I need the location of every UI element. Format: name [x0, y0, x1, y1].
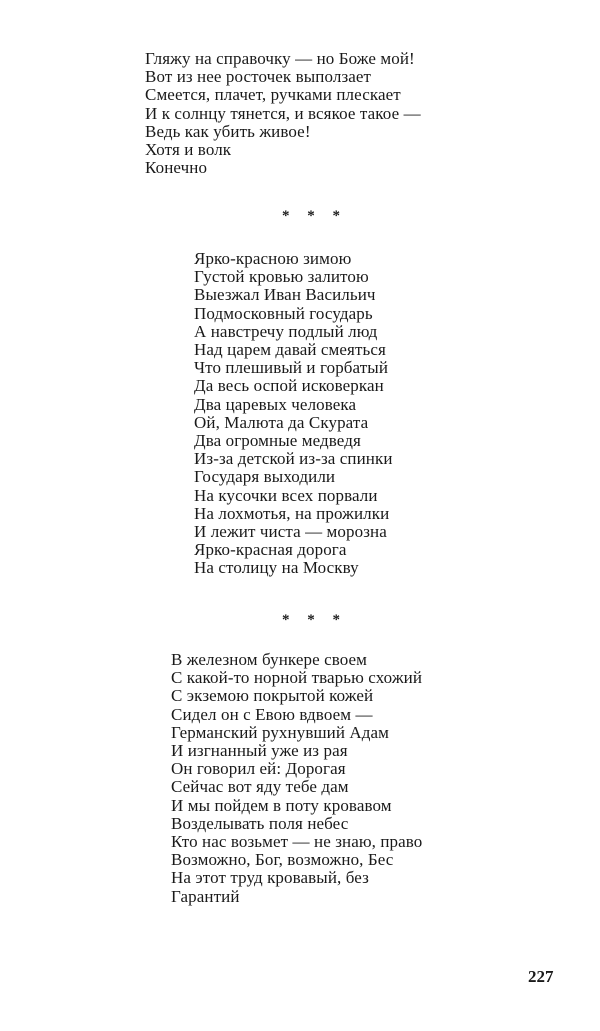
page-number: 227: [528, 967, 554, 986]
poem-line: На лохмотья, на прожилки: [194, 503, 390, 523]
poem-line: Хотя и волк: [145, 140, 232, 160]
poem-line: Гарантий: [171, 886, 240, 906]
poem-line: И изгнанный уже из рая: [171, 741, 348, 761]
poem-line: С экземою покрытой кожей: [171, 686, 374, 706]
poem-line: Ярко-красная дорога: [194, 540, 347, 560]
section-separator: * * *: [282, 208, 347, 224]
poem-line: Гляжу на справочку — но Боже мой!: [145, 49, 415, 68]
poem-line: Возможно, Бог, возможно, Бес: [171, 850, 394, 870]
poem-line: И лежит чиста — морозна: [194, 522, 387, 542]
poem-line: На этот труд кровавый, без: [171, 868, 369, 888]
poem-line: Два огромные медведя: [194, 431, 361, 451]
poem-line: Ведь как убить живое!: [145, 121, 311, 141]
poem-line: Выезжал Иван Васильич: [194, 285, 376, 305]
poem-line: Что плешивый и горбатый: [194, 358, 389, 378]
poem-line: Два царевых человека: [194, 394, 357, 414]
poem-line: Над царем давай смеяться: [194, 340, 386, 360]
poem-line: Подмосковный государь: [194, 303, 373, 323]
poem-line: Он говорил ей: Дорогая: [171, 759, 346, 779]
poem-line: Германский рухнувший Адам: [171, 722, 390, 742]
poem-line: На кусочки всех порвали: [194, 485, 378, 505]
poem-line: И мы пойдем в поту кровавом: [171, 795, 392, 815]
poem-line: Вот из нее росточек выползает: [145, 67, 372, 87]
poem-line: Кто нас возьмет — не знаю, право: [171, 832, 423, 852]
poem-ending-stanza: [145, 50, 421, 177]
poem-ivan-stanza: [194, 250, 393, 578]
poem-line: Ой, Малюта да Скурата: [194, 412, 369, 432]
poem-line: Густой кровью залитою: [194, 267, 369, 287]
poem-line: Возделывать поля небес: [171, 813, 349, 833]
poem-line: С какой-то норной тварью схожий: [171, 668, 423, 688]
poem-line: Из-за детской из-за спинки: [194, 449, 393, 469]
poem-line: Конечно: [145, 158, 208, 178]
poem-line: В железном бункере своем: [171, 650, 368, 669]
poem-bunker-stanza: [171, 651, 422, 906]
poem-line: Сидел он с Евою вдвоем —: [171, 704, 373, 724]
poem-line: Да весь оспой исковеркан: [194, 376, 384, 396]
poem-line: Смеется, плачет, ручками плескает: [145, 85, 401, 105]
poem-line: Сейчас вот яду тебе дам: [171, 777, 349, 797]
poem-line: А навстречу подлый люд: [194, 321, 378, 341]
poem-line: Государя выходили: [194, 467, 336, 487]
poem-line: Ярко-красною зимою: [194, 249, 352, 268]
section-separator: * * *: [282, 612, 347, 628]
poem-line: На столицу на Москву: [194, 558, 359, 578]
poem-line: И к солнцу тянется, и всякое такое —: [145, 103, 421, 123]
